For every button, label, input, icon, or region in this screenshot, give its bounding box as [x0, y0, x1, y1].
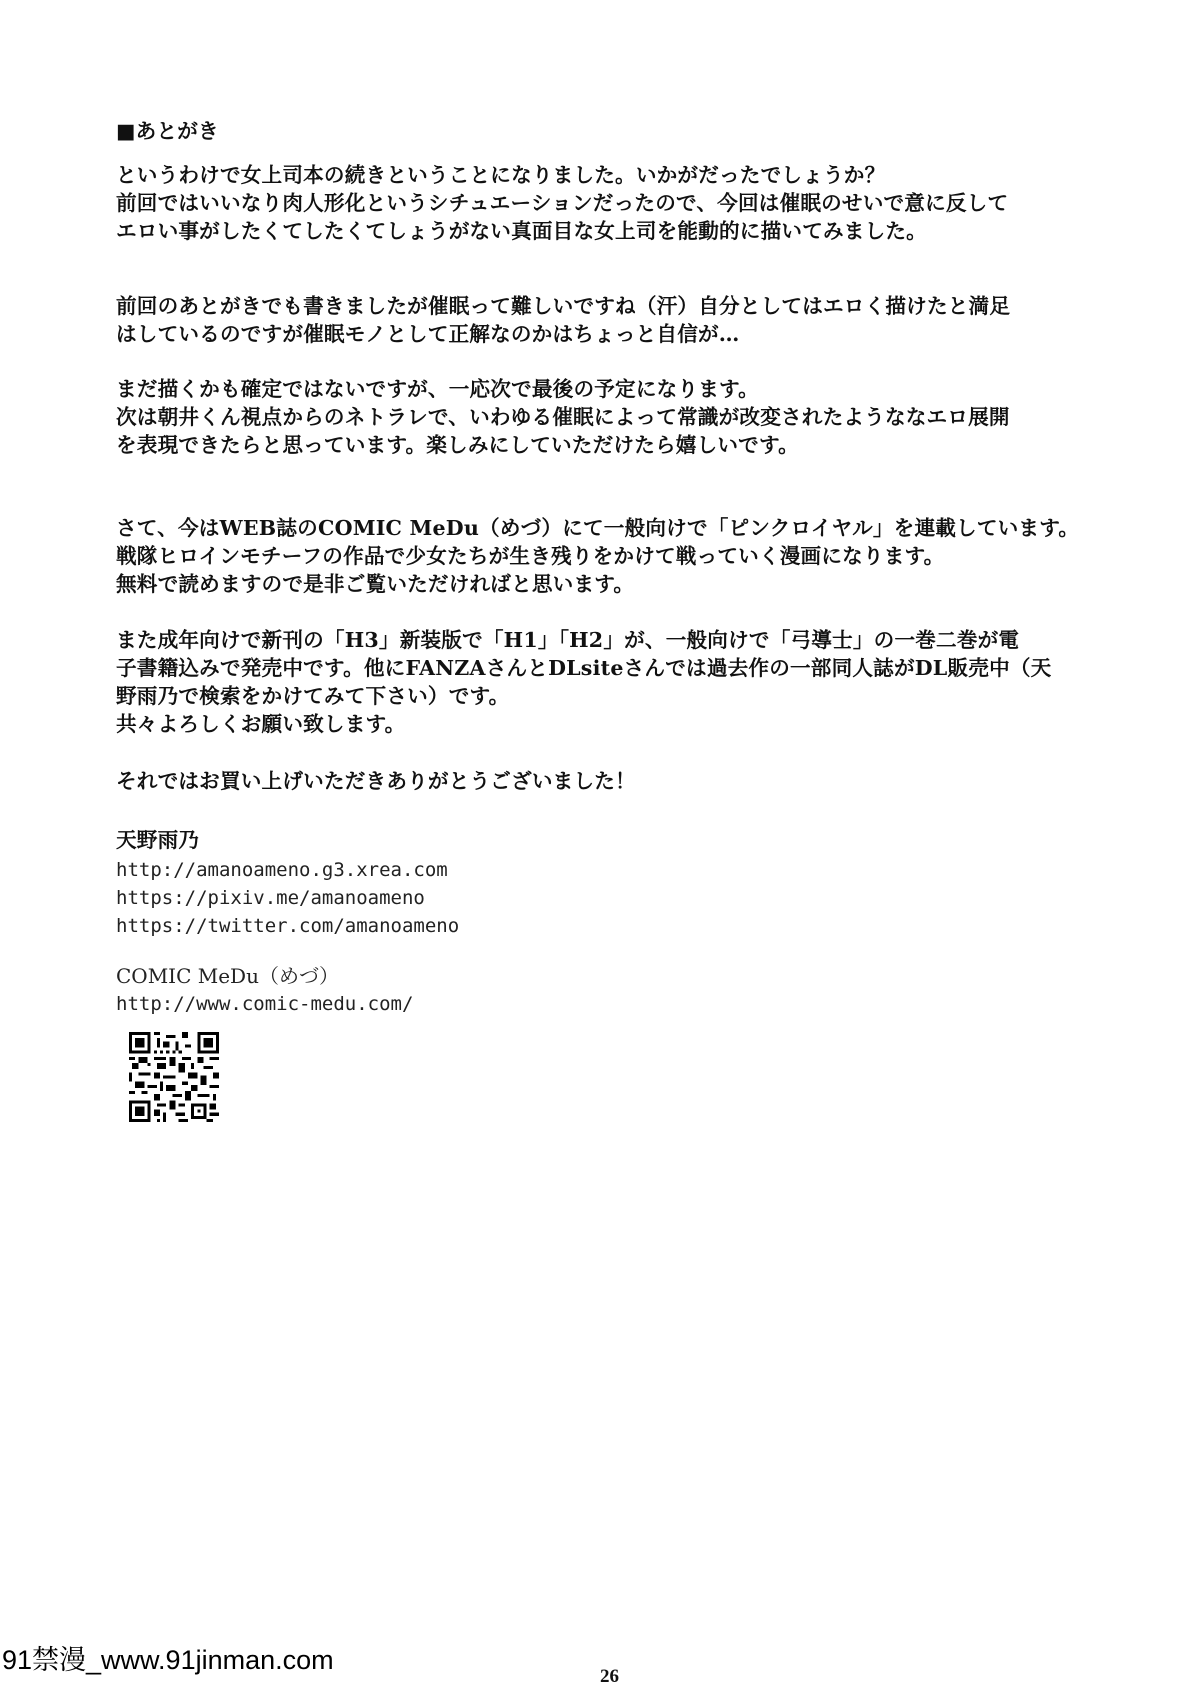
paragraph-line: 共々よろしくお願い致します。 [116, 712, 406, 736]
heading-text: ■あとがき [116, 119, 219, 143]
paragraph-line: 無料で読めますので是非ご覧いただければと思います。 [116, 572, 635, 596]
paragraph-line: 前回のあとがきでも書きましたが催眠って難しいですね（汗）自分としてはエロく描けたと満足 [116, 294, 1011, 318]
paragraph-6 [116, 767, 1126, 795]
author-name: 天野雨乃 [116, 828, 200, 852]
link-pixiv[interactable]: https://pixiv.me/amanoameno [116, 887, 425, 909]
paragraph-2 [116, 292, 1126, 348]
medu-url[interactable]: http://www.comic-medu.com/ [116, 993, 414, 1015]
paragraph-line: 次は朝井くん視点からのネトラレで、いわゆる催眠によって常識が改変されたようななエロ展開 [116, 405, 1010, 429]
paragraph-line: 戦隊ヒロインモチーフの作品で少女たちが生き残りをかけて戦っていく漫画になります。 [116, 544, 945, 568]
author-signature [116, 826, 1126, 854]
paragraph-1 [116, 161, 1126, 245]
site-watermark: 91禁漫_www.91jinman.com [2, 1645, 334, 1675]
medu-name: COMIC MeDu（めづ） [116, 964, 339, 988]
medu-info [116, 962, 413, 1018]
paragraph-line: というわけで女上司本の続きということになりました。いかがだったでしょうか？ [116, 163, 886, 187]
paragraph-line: 前回ではいいなり肉人形化というシチュエーションだったので、今回は催眠のせいで意に反して [116, 191, 1009, 215]
paragraph-line: さて、今はWEB誌のCOMIC MeDu（めづ）にて一般向けで「ピンクロイヤル」を連載しています。 [116, 516, 1080, 540]
paragraph-3 [116, 375, 1126, 459]
paragraph-line: を表現できたらと思っています。楽しみにしていただけたら嬉しいです。 [116, 433, 799, 457]
afterword-heading [116, 117, 1126, 145]
link-twitter[interactable]: https://twitter.com/amanoameno [116, 915, 460, 937]
paragraph-line: まだ描くかも確定ではないですが、一応次で最後の予定になります。 [116, 377, 759, 401]
paragraph-4 [116, 514, 1126, 598]
paragraph-line: また成年向けで新刊の「H3」新装版で「H1」「H2」が、一般向けで「弓導士」の一巻二巻が電 [116, 628, 1020, 652]
paragraph-line: はしているのですが催眠モノとして正解なのかはちょっと自信が… [116, 322, 740, 346]
paragraph-line: それではお買い上げいただきありがとうございました！ [116, 769, 636, 793]
paragraph-line: エロい事がしたくてしたくてしょうがない真面目な女上司を能動的に描いてみました。 [116, 219, 927, 243]
paragraph-5 [116, 626, 1126, 738]
paragraph-line: 野雨乃で検索をかけてみて下さい）です。 [116, 684, 510, 708]
qr-code-icon [129, 1032, 219, 1122]
author-links [116, 856, 459, 940]
link-website[interactable]: http://amanoameno.g3.xrea.com [116, 859, 448, 881]
paragraph-line: 子書籍込みで発売中です。他にFANZAさんとDLsiteさんでは過去作の一部同人誌がDL販売中（天 [116, 656, 1052, 680]
page-number: 26 [600, 1666, 619, 1687]
